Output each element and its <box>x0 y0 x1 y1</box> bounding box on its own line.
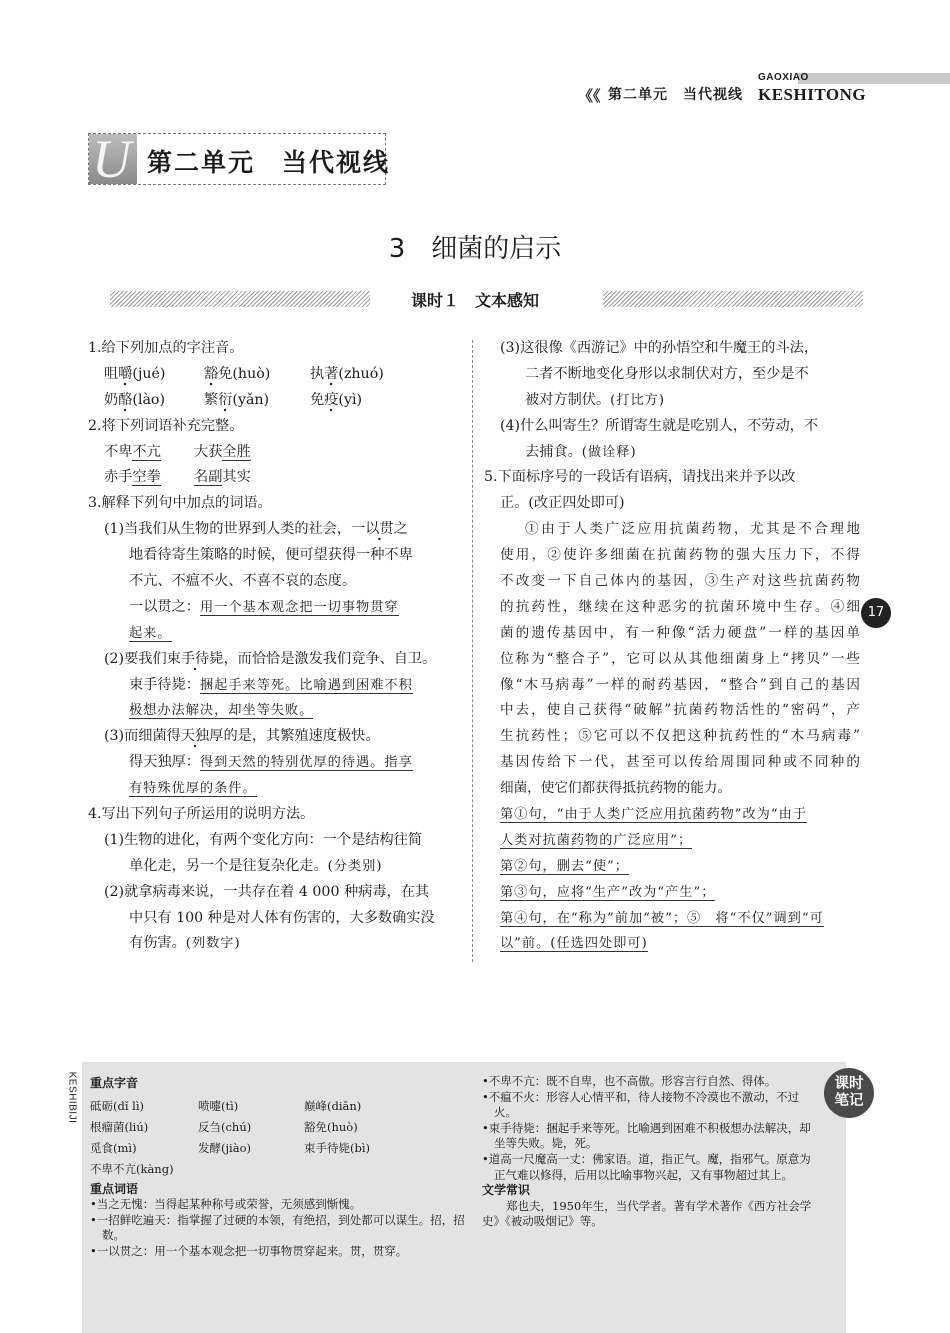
page-number: 17 <box>861 598 891 628</box>
pron-item: 不卑不亢(kàng) <box>90 1161 174 1176</box>
q5-stem-cont: 正。(改正四处即可) <box>500 495 625 512</box>
q3-s3-line: (3)而细菌得天独厚的是，其繁殖速度极快。 <box>88 724 464 750</box>
q3-s3-answer-cont: 有特殊优厚的条件。 <box>129 781 257 797</box>
q4-s1-line1: (1)生物的进化，有两个变化方向：一个是结构往简 <box>104 831 423 848</box>
q5-passage-line: 使用，②使许多细菌在抗菌药物的强大压力下，不得 <box>500 547 860 564</box>
notes-left <box>90 1076 468 1260</box>
pinyin-item: 执著(zhuó) <box>310 362 420 388</box>
vocab-item: •当之无愧：当得起某种称号或荣誉，无须感到惭愧。 <box>90 1197 362 1212</box>
q4-s2-line2: 中只有 100 种是对人体有伤害的，大多数确实没 <box>129 909 435 926</box>
pron-item: 发酵(jiào) <box>198 1140 251 1155</box>
q3-s2-answer-cont: 极想办法解决，却坐等失败。 <box>129 703 314 719</box>
idiom-item: 不卑不亢 <box>104 443 161 460</box>
q2-word-grid <box>88 440 464 492</box>
q5-passage-line: 细菌，使它们都获得抵抗药物的能力。 <box>500 780 732 797</box>
q5-answer-line: 第④句，在“称为”前加“被”；⑤ 将“不仅”调到“可 <box>500 910 824 926</box>
brand-small: GAOXIAO <box>758 72 809 83</box>
pron-item: 砥砺(dǐ lì) <box>90 1098 145 1113</box>
q5-passage-line: 像“木马病毒”一样的耐药基因，“整合”到自己的基因 <box>500 676 860 693</box>
pinyin-item: 繁衍(yǎn) <box>204 388 310 414</box>
q5-passage-line: 位称为“整合子”，它可以从其他细菌身上“拷贝”一些 <box>500 650 860 667</box>
lesson-title: 3 细菌的启示 <box>388 234 562 264</box>
q4-s4-line1: (4)什么叫寄生？所谓寄生就是吃别人，不劳动，不 <box>500 417 819 434</box>
vocab-item: •一招鲜吃遍天：指掌握了过硬的本领，有绝招，到处都可以谋生。招，招数。 <box>90 1212 465 1243</box>
note-item: •束手待毙：捆起手来等死。比喻遇到困难不积极想办法解决，却坐等失败。毙，死。 <box>482 1120 811 1151</box>
note-item: •不卑不亢：既不自卑，也不高傲。形容言行自然、得体。 <box>482 1074 777 1088</box>
idiom-item: 名副其实 <box>194 469 251 486</box>
q4-s4-line2: 去捕食。(做诠释) <box>525 443 637 460</box>
notes-right <box>482 1074 820 1230</box>
hatch-bar-left <box>110 291 370 307</box>
lit-title: 文学常识 <box>482 1183 531 1198</box>
q4-s1-line2: 单化走，另一个是往复杂化走。(分类别) <box>129 857 383 874</box>
q5-answer-line: 第①句，“由于人类广泛应用抗菌药物”改为“由于 <box>500 807 807 823</box>
pinyin-item: 咀嚼(jué) <box>104 362 204 388</box>
unit-banner <box>88 129 391 189</box>
pron-item: 喷嚏(tì) <box>198 1098 239 1113</box>
pron-title: 重点字音 <box>90 1076 139 1090</box>
unit-letter-box <box>89 129 137 189</box>
pron-item: 觅食(mì) <box>90 1140 137 1155</box>
pinyin-item: 豁免(huò) <box>204 362 310 388</box>
q4-stem: 4.写出下列句子所运用的说明方法。 <box>88 806 315 823</box>
notes-panel <box>82 1062 846 1333</box>
q4-s3-line3: 被对方制伏。(打比方) <box>525 391 665 408</box>
pron-item: 豁免(huò) <box>304 1119 358 1134</box>
q3-s1-line1: (1)当我们从生物的世界到人类的社会，一以贯之 <box>88 517 464 543</box>
q5-passage-line: 中去，使自己获得“破解”抗菌药物活性的“密码”，产 <box>500 702 860 719</box>
double-chevron-icon: 《《 <box>578 87 601 105</box>
q3-s1-answer: 一以贯之：用一个基本观念把一切事物贯穿 <box>129 598 399 615</box>
vocab-item: •一以贯之：用一个基本观念把一切事物贯穿起来。贯，贯穿。 <box>90 1243 408 1258</box>
q2-stem: 2.将下列词语补充完整。 <box>88 417 244 434</box>
running-header-unit: 第二单元 当代视线 <box>608 87 743 103</box>
brand-big: KESHITONG <box>758 85 867 104</box>
q3-s2-line: (2)要我们束手待毙，而恰恰是激发我们竞争、自卫。 <box>88 647 464 673</box>
q5-passage-line: ①由于人类广泛应用抗菌药物，尤其是不合理地 <box>525 521 860 538</box>
q5-passage-line: 不改变一下自己体内的基因，③生产对这些抗菌药物 <box>500 573 860 590</box>
note-item: •道高一尺魔高一丈：佛家语。道，指正气。魔，指邪气。原意为正气难以修得，后用以比喻事物兴起，又有事物超过其上。 <box>482 1151 811 1182</box>
q3-s1-line3: 不亢、不瘟不火、不喜不哀的态度。 <box>129 573 357 590</box>
notes-badge-text: 课时 笔记 <box>834 1075 864 1109</box>
lit-text: 郑也夫，1950年生，当代学者。著有学术著作《西方社会学史》《被动吸烟记》等。 <box>482 1198 812 1229</box>
header-gray-bar <box>798 73 950 84</box>
right-column <box>484 336 860 957</box>
q4-s3-line1: (3)这很像《西游记》中的孙悟空和牛魔王的斗法， <box>500 340 819 356</box>
q5-answer-line: 第③句，应将“生产”改为“产生”； <box>500 884 716 900</box>
lesson-subtitle: 课时１ 文本感知 <box>410 291 539 310</box>
pron-item: 巅峰(diān) <box>304 1098 362 1113</box>
q4-s2-line3: 有伤害。(列数字) <box>129 935 241 952</box>
q5-passage-line: 的抗药性，继续在这种恶劣的抗菌环境中生存。④细 <box>500 598 860 615</box>
pron-item: 束手待毙(bì) <box>304 1140 371 1155</box>
q1-word-grid <box>88 362 464 414</box>
unit-title: 第二单元 当代视线 <box>147 148 391 177</box>
running-header <box>578 72 868 108</box>
q3-s1-answer-cont: 起来。 <box>129 625 172 641</box>
q5-passage-line: 基因传给下一代，甚至可以传给周围同种或不同种的 <box>500 754 860 771</box>
pinyin-item: 免疫(yì) <box>310 388 420 414</box>
q3-s1-line2: 地看待寄生策略的时候，便可望获得一种不卑 <box>129 547 413 564</box>
notes-badge <box>824 1068 874 1118</box>
column-divider <box>472 340 473 962</box>
q4-s3-line2: 二者不断地变化身形以求制伏对方，至少是不 <box>525 365 809 382</box>
q3-stem: 3.解释下列句中加点的词语。 <box>88 495 272 512</box>
hatch-bar-right <box>603 291 863 307</box>
q5-answer-line: 人类对抗菌药物的广泛应用”； <box>500 832 693 848</box>
pinyin-item: 奶酪(lào) <box>104 388 204 414</box>
q3-s3-answer: 得天独厚：得到天然的特别优厚的待遇。指享 <box>129 754 413 771</box>
idiom-item: 大获全胜 <box>194 443 251 460</box>
q5-answer-line: 以”前。(任选四处即可) <box>500 936 648 952</box>
idiom-item: 赤手空拳 <box>104 469 161 486</box>
q3-s2-answer: 束手待毙：捆起手来等死。比喻遇到困难不积 <box>129 676 413 693</box>
q1-stem: 1.给下列加点的字注音。 <box>88 340 244 356</box>
unit-letter: U <box>92 129 131 189</box>
q4-s2-line1: (2)就拿病毒来说，一共存在着 4 000 种病毒，在其 <box>104 883 430 900</box>
left-column <box>88 336 464 957</box>
pron-grid <box>90 1096 468 1180</box>
pron-item: 反刍(chú) <box>198 1119 252 1134</box>
notes-side-label: KESHIBIJI <box>68 1062 82 1330</box>
q5-passage-line: 生抗药性；⑤它可以不仅把这种抗药性的“木马病毒” <box>500 728 860 745</box>
vocab-title: 重点词语 <box>90 1181 139 1196</box>
q5-passage-line: 菌的遗传基因中，有一种像“活力硬盘”一样的基因单 <box>500 624 860 641</box>
q5-answer-line: 第②句，删去“使”； <box>500 858 629 874</box>
pron-item: 根瘤菌(liú) <box>90 1119 149 1134</box>
note-item: •不瘟不火：形容人心情平和，待人接物不冷漠也不激动，不过火。 <box>482 1089 800 1120</box>
q5-stem: 5.下面标序号的一段话有语病，请找出来并予以改 <box>484 469 796 486</box>
